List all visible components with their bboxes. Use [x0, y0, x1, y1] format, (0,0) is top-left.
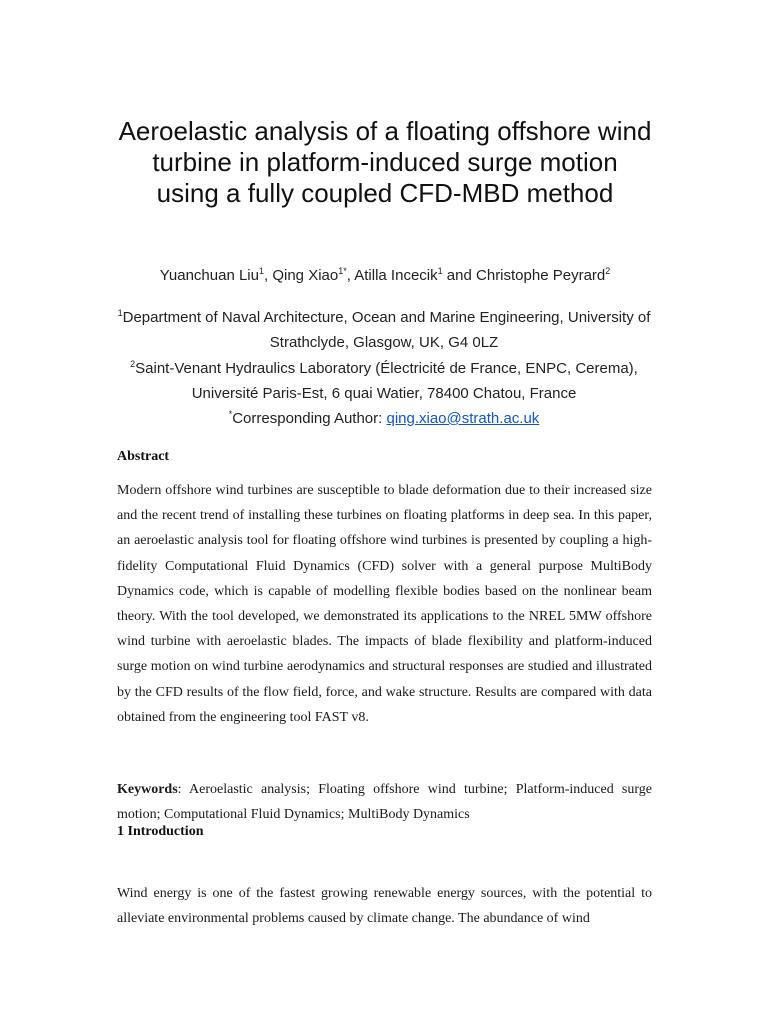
author-affiliation-mark: 1: [437, 266, 443, 276]
corresponding-label: Corresponding Author:: [232, 410, 387, 427]
author-affiliation-mark: 1*: [338, 266, 347, 276]
author-separator: and: [442, 267, 477, 284]
abstract-heading: Abstract: [117, 449, 170, 464]
keywords-text: : Aeroelastic analysis; Floating offshore wind turbine; Platform-induced surge motion; Computational Fluid Dynamics; MultiBody Dynamics: [117, 782, 652, 823]
author-name: Qing Xiao: [272, 267, 339, 284]
author-affiliation-mark: 1: [258, 266, 264, 276]
introduction-text: Wind energy is one of the fastest growing renewable energy sources, with the potential to alleviate environmental problems caused by climate change. The abundance of wind: [117, 886, 652, 927]
author-affiliation-mark: 2: [605, 266, 611, 276]
abstract-text: Modern offshore wind turbines are susceptible to blade deformation due to their increased size and the recent trend of installing these turbines on floating platforms in deep sea. In this paper, an aeroelastic analysis tool for floating offshore wind turbines is presented by coupling a high-fidelity Computational Fluid Dynamics (CFD) solver with a general purpose MultiBody Dynamics code, which is capable of modelling flexible bodies based on the nonlinear beam theory. With the tool developed, we demonstrated its applications to the NREL 5MW offshore wind turbine with aeroelastic blades. The impacts of blade flexibility and platform-induced surge motion on wind turbine aerodynamics and structural responses are studied and illustrated by the CFD results of the flow field, force, and wake structure. Results are compared with data obtained from the engineering tool FAST v8.: [117, 483, 652, 725]
paper-title: Aeroelastic analysis of a floating offshore wind turbine in platform-induced surge motion using a fully coupled CFD-MBD method: [118, 116, 652, 208]
keywords: [117, 777, 652, 827]
affiliation-mark: 2: [130, 359, 136, 369]
author-name: Yuanchuan Liu: [159, 267, 259, 284]
author-name: Atilla Incecik: [354, 267, 438, 284]
author-separator: ,: [264, 267, 273, 284]
email-link[interactable]: qing.xiao@strath.ac.uk: [386, 410, 540, 427]
author-list: [100, 266, 670, 286]
affiliation: [106, 356, 662, 406]
author-separator: ,: [346, 267, 355, 284]
corresponding-author: [106, 406, 662, 431]
affiliation-text: Department of Naval Architecture, Ocean and Marine Engineering, University of Strathclyde, Glasgow, UK, G4 0LZ: [122, 309, 651, 351]
affiliation: [106, 305, 662, 355]
affiliation-text: Saint-Venant Hydraulics Laboratory (Électricité de France, ENPC, Cerema), Université Paris-Est, 6 quai Watier, 78400 Chatou, France: [135, 360, 638, 402]
keywords-label: Keywords: [117, 782, 178, 797]
corresponding-mark: *: [228, 409, 233, 419]
section-heading-introduction: 1 Introduction: [117, 824, 204, 839]
author-name: Christophe Peyrard: [476, 267, 606, 284]
affiliation-mark: 1: [117, 308, 123, 318]
